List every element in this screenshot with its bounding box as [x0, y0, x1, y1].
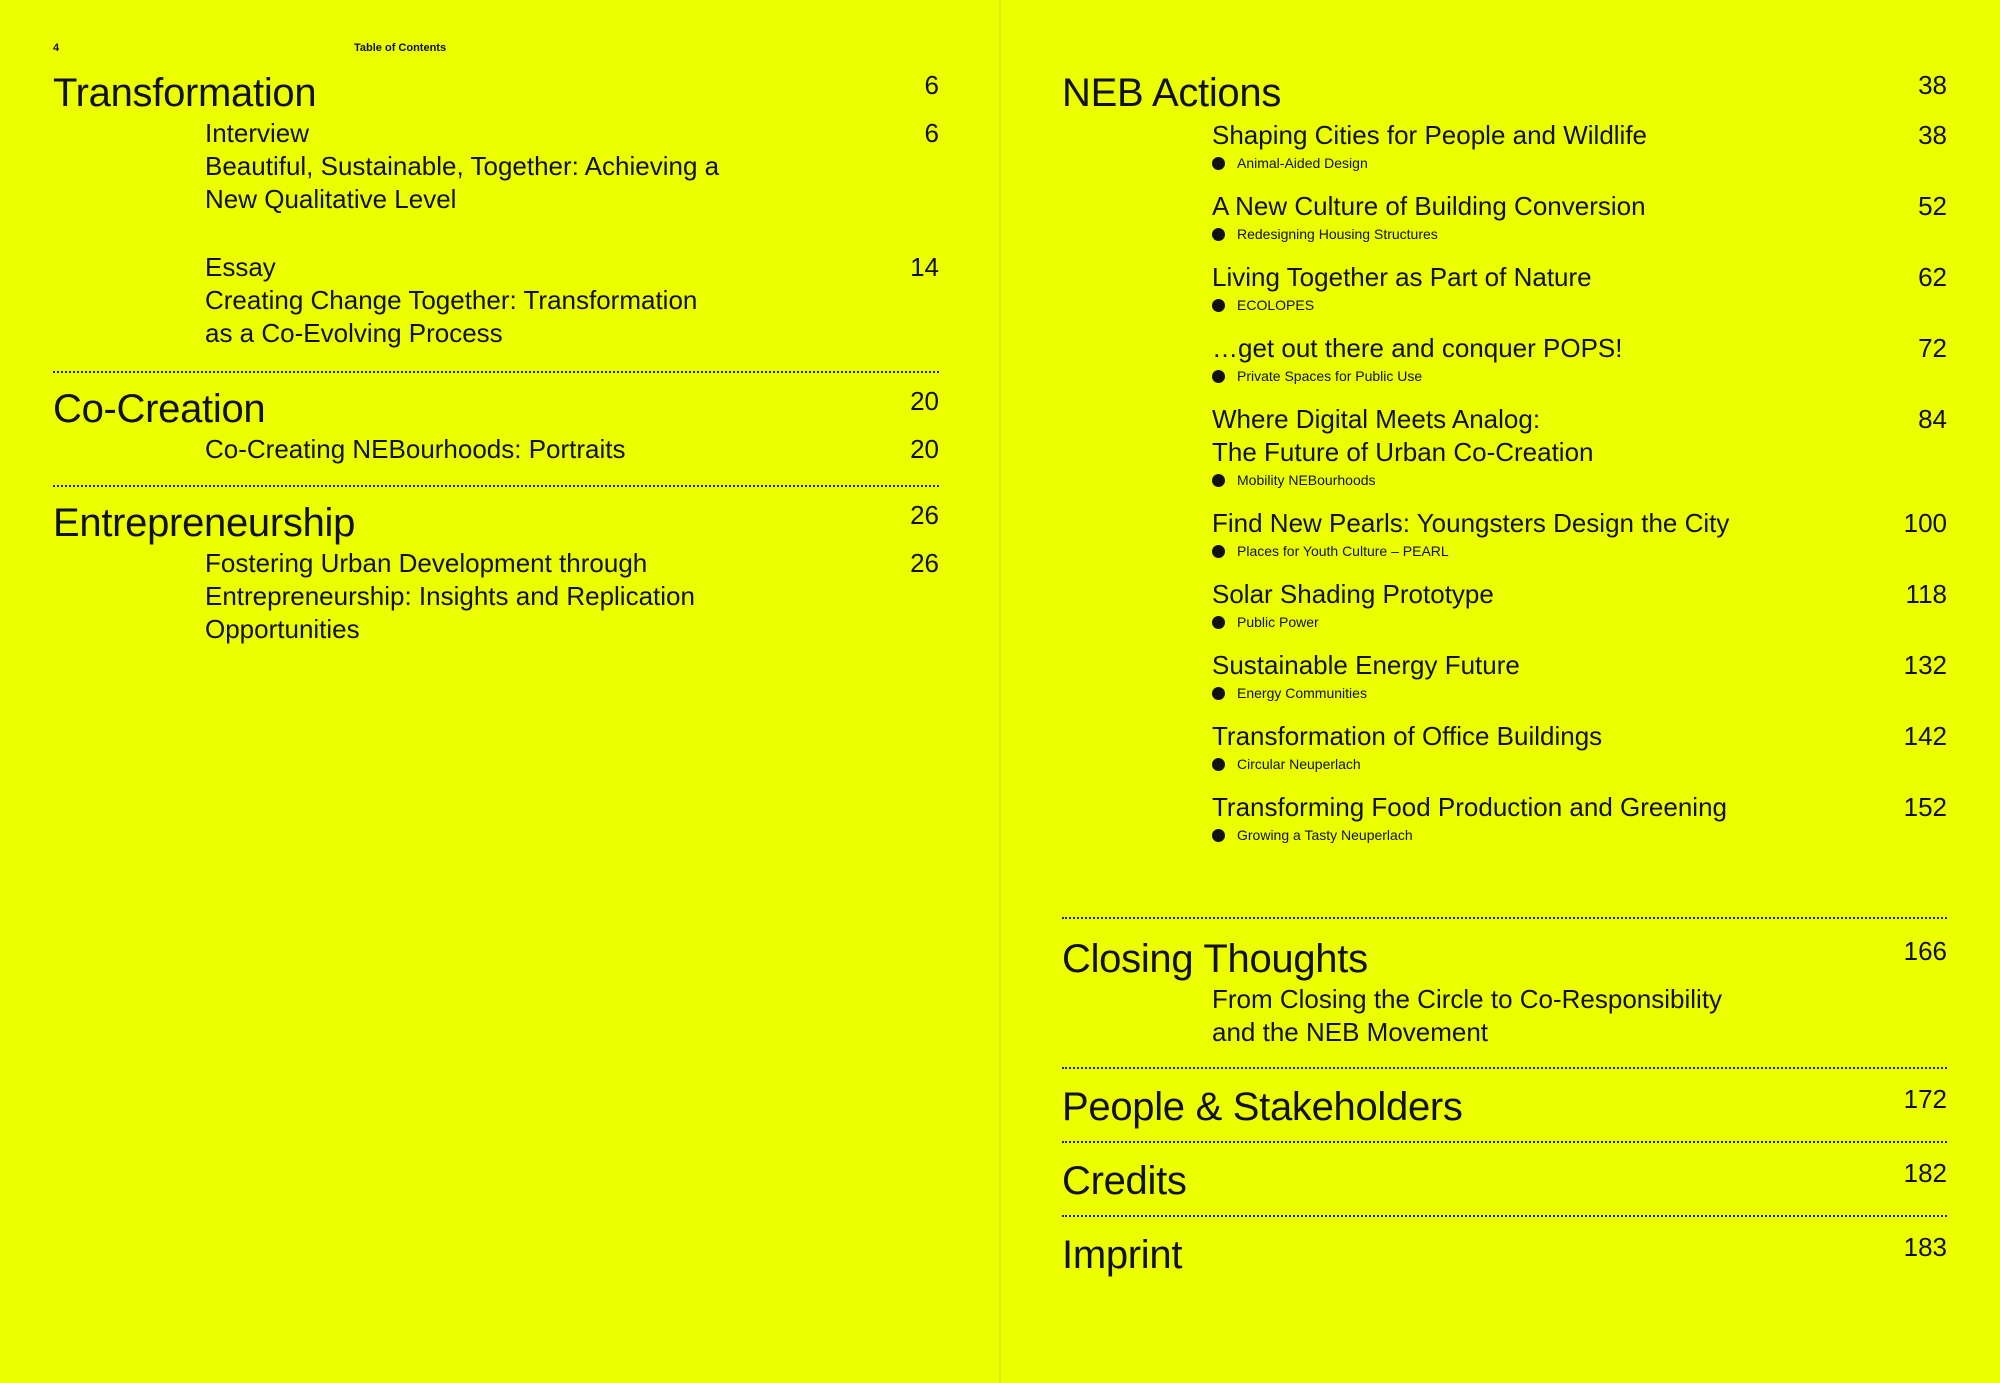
entry-page: 52 [1918, 191, 1947, 221]
toc-section-transformation[interactable] [53, 65, 939, 371]
entry-tag [1212, 825, 1947, 845]
neb-action-entry[interactable] [1212, 190, 1947, 244]
neb-action-entry[interactable] [1212, 649, 1947, 703]
entry-tag [1212, 683, 1947, 703]
tag-label: Places for Youth Culture – PEARL [1237, 543, 1449, 559]
entry-title: Beautiful, Sustainable, Together: Achieving a New Qualitative Level [205, 151, 720, 214]
entry-tag [1212, 224, 1947, 244]
entry-title: Living Together as Part of Nature [1212, 262, 1592, 292]
entry-title: Find New Pearls: Youngsters Design the City [1212, 508, 1730, 538]
entry-title-line2: The Future of Urban Co-Creation [1212, 437, 1594, 467]
left-page [53, 0, 939, 1383]
neb-action-entry[interactable] [1212, 578, 1947, 632]
section-title: Imprint [1062, 1233, 1183, 1277]
section-page: 20 [910, 386, 939, 416]
entry-tag [1212, 612, 1947, 632]
entry-page: 152 [1903, 792, 1947, 822]
tag-label: Private Spaces for Public Use [1237, 368, 1423, 384]
section-page: 6 [924, 70, 939, 100]
tag-label: Circular Neuperlach [1237, 756, 1361, 772]
bullet-dot-icon [1212, 829, 1225, 842]
running-title: Table of Contents [354, 42, 447, 54]
section-page: 166 [1903, 936, 1947, 966]
tag-label: Animal-Aided Design [1237, 155, 1368, 171]
entry-title: Sustainable Energy Future [1212, 650, 1520, 680]
bullet-dot-icon [1212, 545, 1225, 558]
tag-label: Growing a Tasty Neuperlach [1237, 827, 1413, 843]
bullet-dot-icon [1212, 299, 1225, 312]
right-toc [1062, 65, 1947, 1289]
neb-action-entry[interactable] [1212, 791, 1947, 845]
section-title: Co-Creation [53, 387, 266, 431]
page-fold [999, 0, 1001, 1383]
section-title: Entrepreneurship [53, 501, 356, 545]
tag-label: Mobility NEBourhoods [1237, 472, 1376, 488]
bullet-dot-icon [1212, 616, 1225, 629]
entry-page: 38 [1918, 120, 1947, 150]
entry-title: Co-Creating NEBourhoods: Portraits [205, 434, 626, 464]
bullet-dot-icon [1212, 758, 1225, 771]
page-number: 4 [53, 42, 60, 54]
bullet-dot-icon [1212, 228, 1225, 241]
toc-section-credits[interactable] [1062, 1141, 1947, 1215]
entry-tag [1212, 366, 1947, 386]
entry-title: From Closing the Circle to Co-Responsibility and the NEB Movement [1212, 984, 1723, 1047]
bullet-dot-icon [1212, 687, 1225, 700]
section-page: 183 [1903, 1232, 1947, 1262]
toc-section-imprint[interactable] [1062, 1215, 1947, 1289]
entry-title: Solar Shading Prototype [1212, 579, 1494, 609]
neb-action-entry[interactable] [1212, 403, 1947, 490]
entry-title: Shaping Cities for People and Wildlife [1212, 120, 1648, 150]
tag-label: Public Power [1237, 614, 1319, 630]
entry-label: Interview [205, 118, 310, 148]
entry-title: A New Culture of Building Conversion [1212, 191, 1646, 221]
bullet-dot-icon [1212, 370, 1225, 383]
entry-page: 132 [1903, 650, 1947, 680]
toc-entry-closing[interactable] [1212, 983, 1947, 1049]
toc-section-neb-actions[interactable] [1062, 65, 1947, 917]
entry-title: Creating Change Together: Transformation as a Co-Evolving Process [205, 285, 698, 348]
section-page: 26 [910, 500, 939, 530]
left-toc [53, 65, 939, 646]
bullet-dot-icon [1212, 157, 1225, 170]
neb-action-entry[interactable] [1212, 261, 1947, 315]
section-title: Transformation [53, 71, 317, 115]
entry-page: 14 [910, 252, 939, 282]
entry-page: 26 [910, 548, 939, 578]
toc-section-people-stakeholders[interactable] [1062, 1067, 1947, 1141]
toc-entry-interview[interactable] [205, 117, 939, 251]
entry-page: 100 [1903, 508, 1947, 538]
toc-entry-fostering[interactable] [205, 547, 939, 646]
entry-tag [1212, 470, 1947, 490]
toc-entry-portraits[interactable] [205, 433, 939, 466]
entry-tag [1212, 541, 1947, 561]
tag-label: Energy Communities [1237, 685, 1367, 701]
entry-title: Transforming Food Production and Greening [1212, 792, 1727, 822]
entry-tag [1212, 754, 1947, 774]
entry-title: Fostering Urban Development through Entrepreneurship: Insights and Replication Opportunities [205, 548, 695, 644]
entry-title: …get out there and conquer POPS! [1212, 333, 1623, 363]
entry-tag [1212, 153, 1947, 173]
neb-action-entry[interactable] [1212, 332, 1947, 386]
entry-page: 62 [1918, 262, 1947, 292]
tag-label: Redesigning Housing Structures [1237, 226, 1438, 242]
neb-action-entry[interactable] [1212, 507, 1947, 561]
section-title: NEB Actions [1062, 71, 1282, 115]
toc-section-co-creation[interactable] [53, 371, 939, 485]
entry-page: 142 [1903, 721, 1947, 751]
section-title: People & Stakeholders [1062, 1085, 1463, 1129]
neb-action-entry[interactable] [1212, 720, 1947, 774]
section-page: 172 [1903, 1084, 1947, 1114]
neb-action-entry[interactable] [1212, 119, 1947, 173]
entry-page: 20 [910, 434, 939, 464]
toc-entry-essay[interactable] [205, 251, 939, 350]
entry-label: Essay [205, 252, 276, 282]
toc-section-closing-thoughts[interactable] [1062, 917, 1947, 1067]
bullet-dot-icon [1212, 474, 1225, 487]
section-page: 38 [1918, 70, 1947, 100]
section-page: 182 [1903, 1158, 1947, 1188]
entry-page: 6 [924, 118, 939, 148]
toc-section-entrepreneurship[interactable] [53, 485, 939, 646]
right-page [1062, 0, 1947, 1383]
section-title: Closing Thoughts [1062, 937, 1368, 981]
entry-title: Where Digital Meets Analog: [1212, 404, 1541, 434]
entry-page: 118 [1905, 579, 1947, 609]
entry-tag [1212, 295, 1947, 315]
entry-page: 84 [1918, 404, 1947, 434]
tag-label: ECOLOPES [1237, 297, 1315, 313]
entry-page: 72 [1918, 333, 1947, 363]
entry-title: Transformation of Office Buildings [1212, 721, 1603, 751]
section-title: Credits [1062, 1159, 1187, 1203]
